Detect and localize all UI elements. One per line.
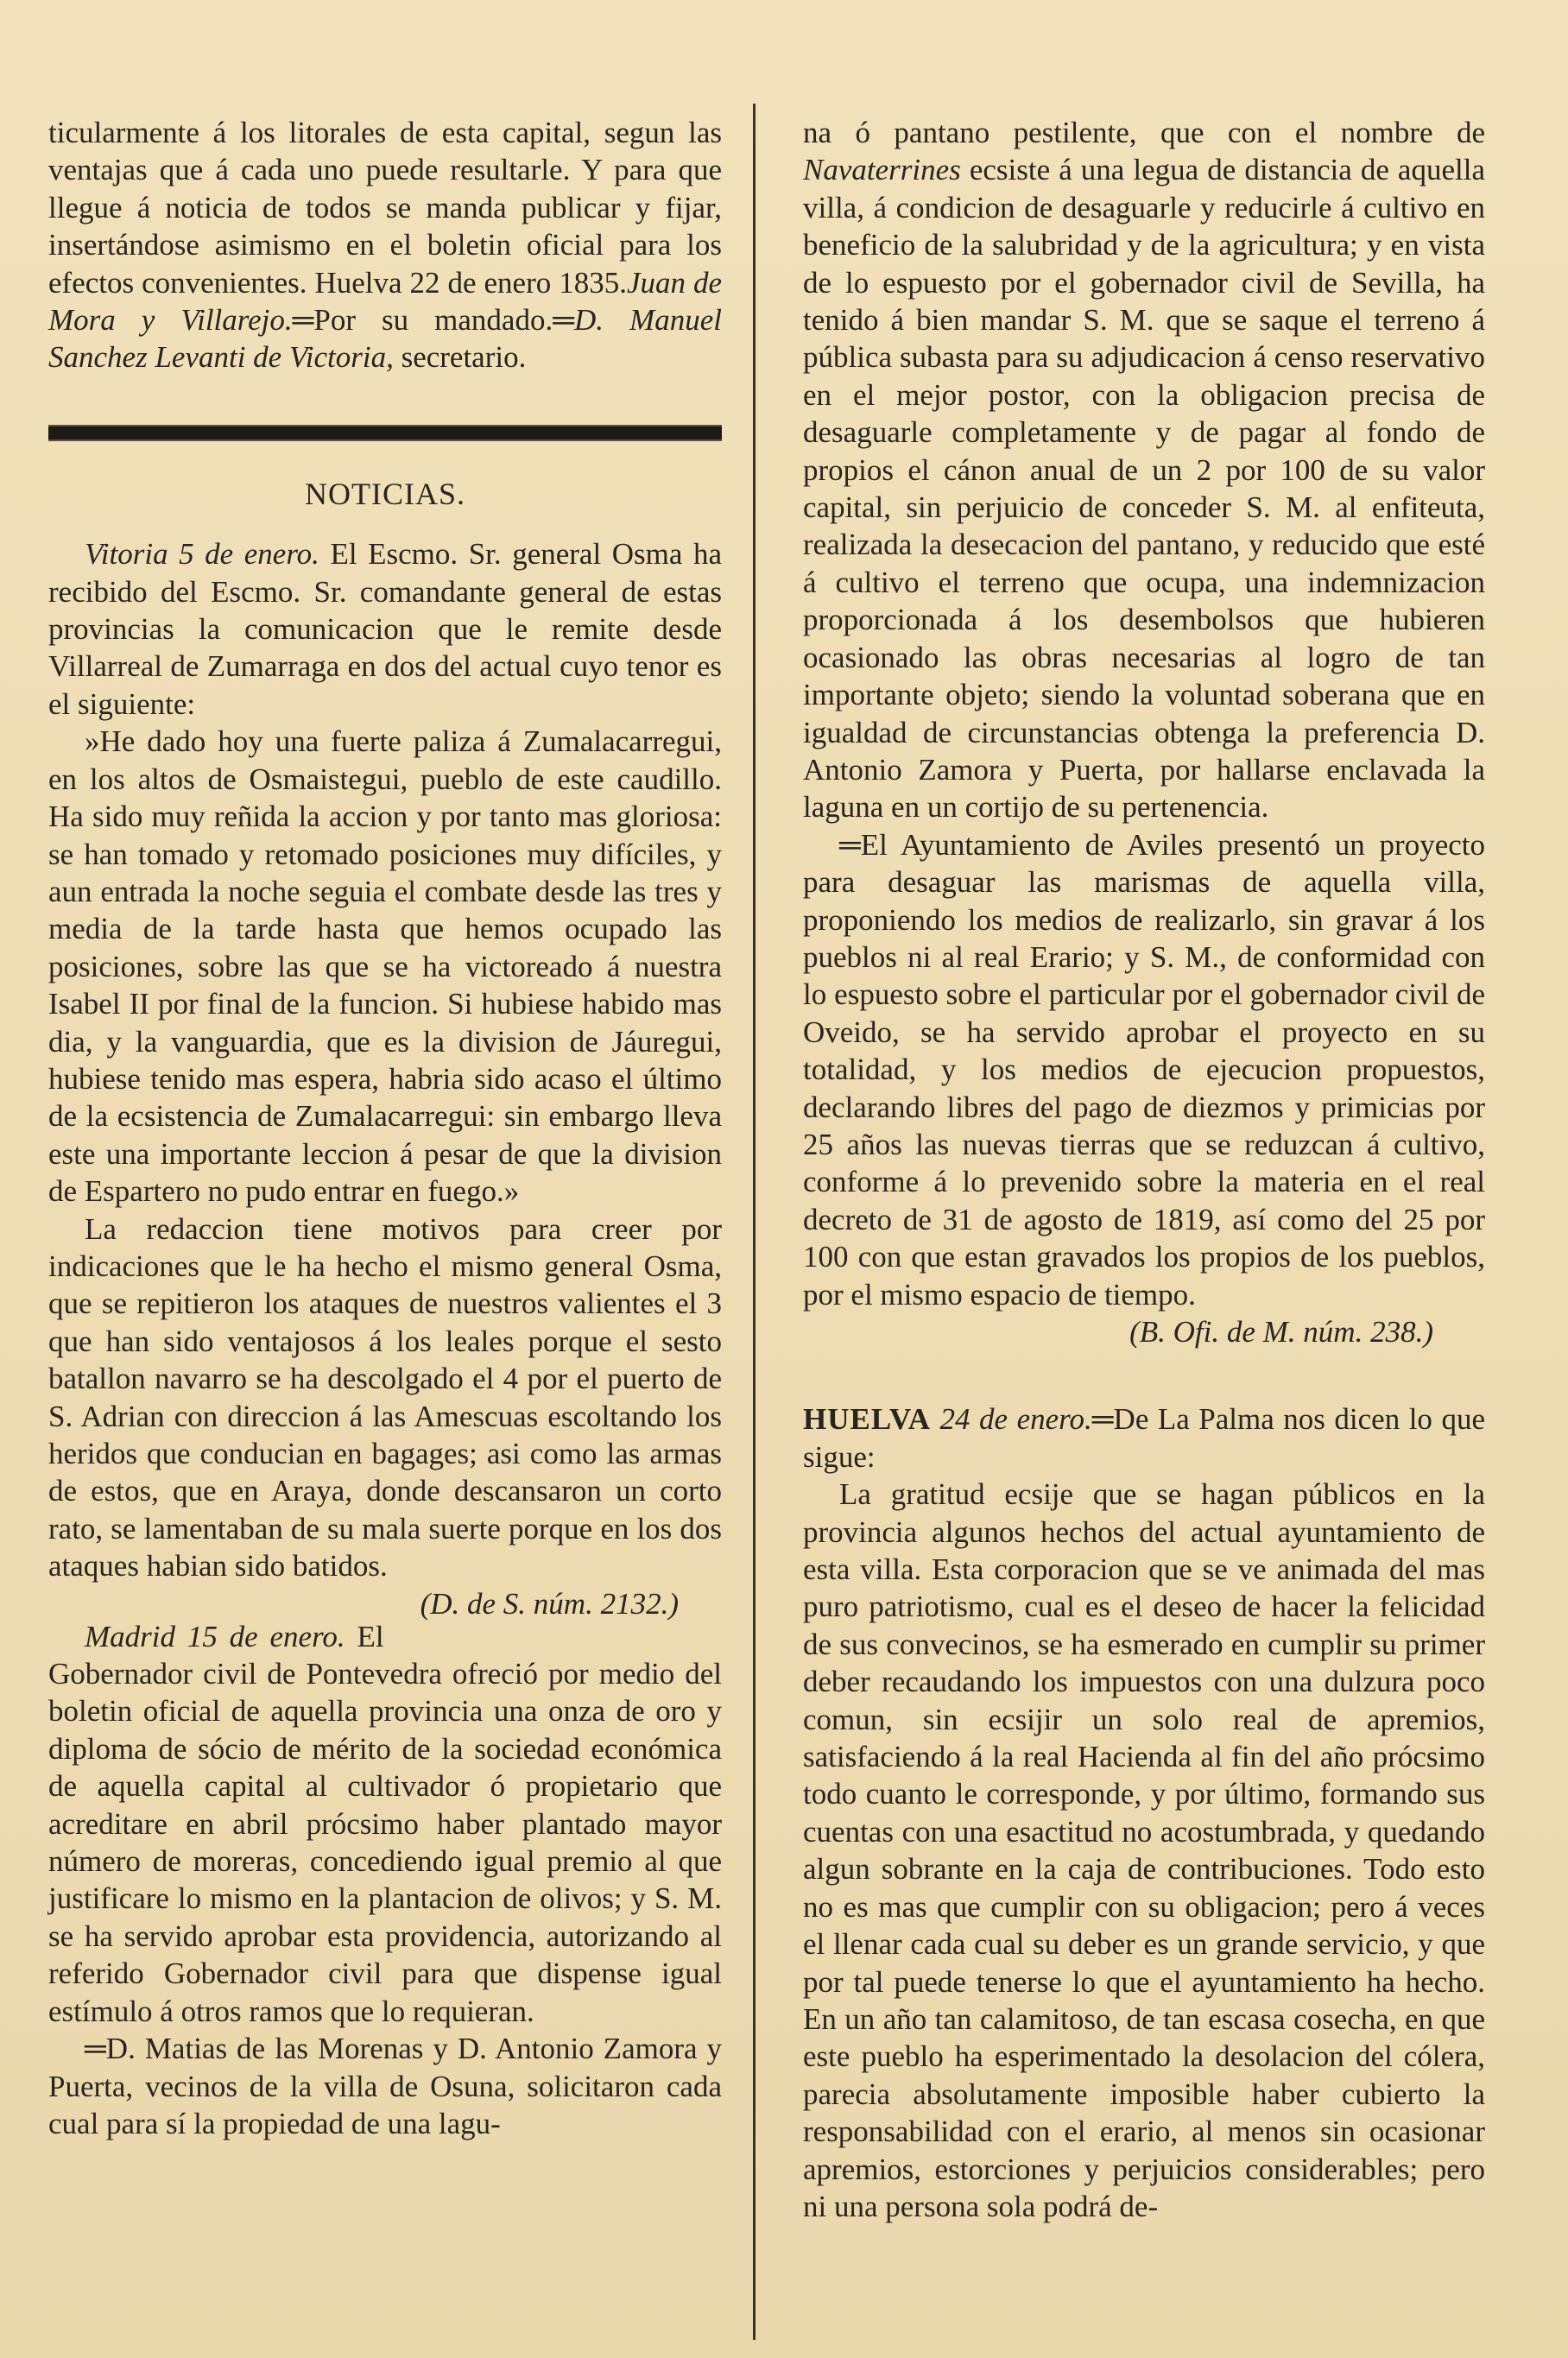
section-rule [48,425,722,441]
vitoria-paragraph [48,535,722,723]
spacer [803,1350,1485,1400]
madrid-cont-text2: ecsiste á una legua de distancia de aquella villa, á condicion de desaguarle y reducirle á cultivo en beneficio de la salubridad y de la agricultura; y en vista de lo espuesto por el gobernador civil de Sevilla, ha tenido á bien mandar S. M. que se saque el terreno á pública subasta para su adjudicacion á censo reservativo en el mejor postor, con la obligacion precisa de desaguarle completamente y de pagar al fondo de propios el cánon anual de un 2 por 100 de su valor capital, sin perjuicio de conceder S. M. al enfiteuta, realizada la desecacion del pantano, y reducido que esté á cultivo el terreno que ocupa, una indemnizacion proporcionada á los desembolsos que hubieren ocasionado las obras necesarias al logro de tan importante objeto; siendo la voluntad soberana que en igualdad de circunstancias obtenga la preferencia D. Antonio Zamora y Puerta, por hallarse enclavada la laguna en un cortijo de su pertenencia. [803,153,1485,825]
separator: ═ [292,303,314,338]
section-title: NOTICIAS. [305,476,465,511]
morenas-paragraph: ═D. Matias de las Morenas y D. Antonio Zamora y Puerta, vecinos de la villa de Osuna, solicitaron cada cual para sí la propiedad de una lagu- [48,2032,722,2140]
huelva-place: HUELVA [803,1402,932,1437]
left-column [48,114,722,2142]
aviles-paragraph: ═El Ayuntamiento de Aviles presentó un proyecto para desaguar las marismas de aquella villa, proponiendo los medios de realizarlo, sin gravar á los pueblos ni al real Erario; y S. M., de conformidad con lo espuesto sobre el particular por el gobernador civil de Oveido, se ha servido aprobar el proyecto en su totalidad, y los medios de ejecucion propuestos, declarando libres del pago de diezmos y primicias por 25 años las nuevas tierras que se reduzcan á cultivo, conforme á lo prevenido sobre la materia en el real decreto de 31 de agosto de 1819, así como del 25 por 100 con que estan gravados los propios de los pueblos, por el mismo espacio de tiempo. [803,827,1485,1312]
vitoria-quote: »He dado hoy una fuerte paliza á Zumalacarregui, en los altos de Osmaistegui, pueblo de este caudillo. Ha sido muy reñida la accion y por tanto mas gloriosa: se han tomado y retomado posiciones muy difíciles, y aun entrada la noche seguia el combate desde las tres y media de la tarde hasta que hemos ocupado las posiciones, sobre las que se ha victoreado á nuestra Isabel II por final de la funcion. Si hubiese habido mas dia, y la vanguardia, que es la division de Jáuregui, hubiese tenido mas espera, habria sido acaso el último de la ecsistencia de Zumalacarregui: sin embargo lleva este una importante leccion á pesar de que la division de Espartero no pudo entrar en fuego.» [48,724,722,1209]
huelva-date: 24 de enero. [931,1402,1092,1437]
secretary-title: secretario. [393,340,527,375]
vitoria-citation: (D. de S. núm. 2132.) [420,1586,679,1621]
madrid-continuation [803,114,1485,826]
huelva-body: La gratitud ecsije que se hagan públicos en la provincia algunos hechos del actual ayuntamiento de esta villa. Esta corporacion que se ve animada del mas puro patriotismo, cual es el deseo de hacer la felicidad de sus convecinos, se ha esmerado en cumplir su primer deber recaudando los impuestos con una dulzura poco comun, sin ecsijir un solo real de apremios, satisfaciendo á la real Hacienda al fin del año prócsimo todo cuanto le corresponde, y por último, formando sus cuentas con una esactitud no acostumbrada, y quedando algun sobrante en la caja de contribuciones. Todo esto no es mas que cumplir con su obligacion; pero á veces el llenar cada cual su deber es un grande servicio, y que por tal puede tenerse lo que el ayuntamiento ha hecho. En un año tan calamitoso, de tan escasa cosecha, en que este pueblo ha esperimentado la desolacion del cólera, parecia absolutamente imposible haber cubierto la responsabilidad con el erario, al menos sin ocasionar apremios, estorciones y perjuicios considerables; pero ni una persona sola podrá de- [803,1477,1485,2223]
place-name: Navaterrines [803,153,961,187]
column-divider [753,104,756,2340]
vitoria-body: El Escmo. Sr. general Osma ha recibido del Escmo. Sr. comandante general de estas provincias la comunicacion que le remite desde Villarreal de Zumarraga en dos del actual cuyo tenor es el siguiente: [48,537,722,721]
right-column [803,114,1485,2225]
madrid-dateline: Madrid 15 de enero. [85,1619,345,1653]
redaccion-text: La redaccion tiene motivos para creer por indicaciones que le ha hecho el mismo general Osma, que se repitieron los ataques de nuestros valientes el 3 que han sido ventajosos á los leales porque el sesto batallon navarro se ha descolgado el 4 por el puerto de S. Adrian con direccion á las Amescuas escoltando los heridos que conducian en bagages; asi como las armas de estos, que en Araya, donde descansaron un corto rato, se lamentaban de su mala suerte porque en los dos ataques habian sido batidos. [48,1211,722,1584]
signer-name: Juan de Mora y Villarejo. [48,265,722,338]
intro-paragraph [48,114,722,376]
secretary-name: D. Manuel Sanchez Levanti de Victoria, [48,303,722,375]
intro-text: ticularmente á los litorales de esta capital, segun las ventajas que á cada uno puede resultarle. Y para que llegue á noticia de todos se manda publicar y fijar, insertándose asimismo en el boletin oficial para los efectos convenientes. Huelva 22 de enero 1835. [48,116,722,300]
separator: ═ [1091,1402,1114,1437]
redaccion-paragraph [48,1211,722,1621]
huelva-lead: De La Palma nos dicen lo que sigue: [803,1402,1485,1474]
vitoria-dateline: Vitoria 5 de enero. [85,537,319,572]
separator: ═ [553,303,575,338]
madrid-body: El Gobernador civil de Pontevedra ofreció por medio del boletin oficial de aquella provincia una onza de oro y diploma de sócio de mérito de la sociedad económica de aquella capital al cultivador ó propietario que acreditare en abril prócsimo haber plantado mayor número de moreras, concediendo igual premio al que justificare lo mismo en la plantacion de olivos; y S. M. se ha servido aprobar esta providencia, autorizando al referido Gobernador civil para que dispense igual estímulo á otros ramos que lo requieran. [48,1619,722,2028]
huelva-heading [803,1400,1485,1476]
madrid-cont-text: na ó pantano pestilente, que con el nombre de [803,116,1485,149]
madrid-paragraph [48,1618,722,2030]
boletin-citation: (B. Ofi. de M. núm. 238.) [1129,1315,1433,1349]
mandate-text: Por su mandado. [313,303,553,338]
